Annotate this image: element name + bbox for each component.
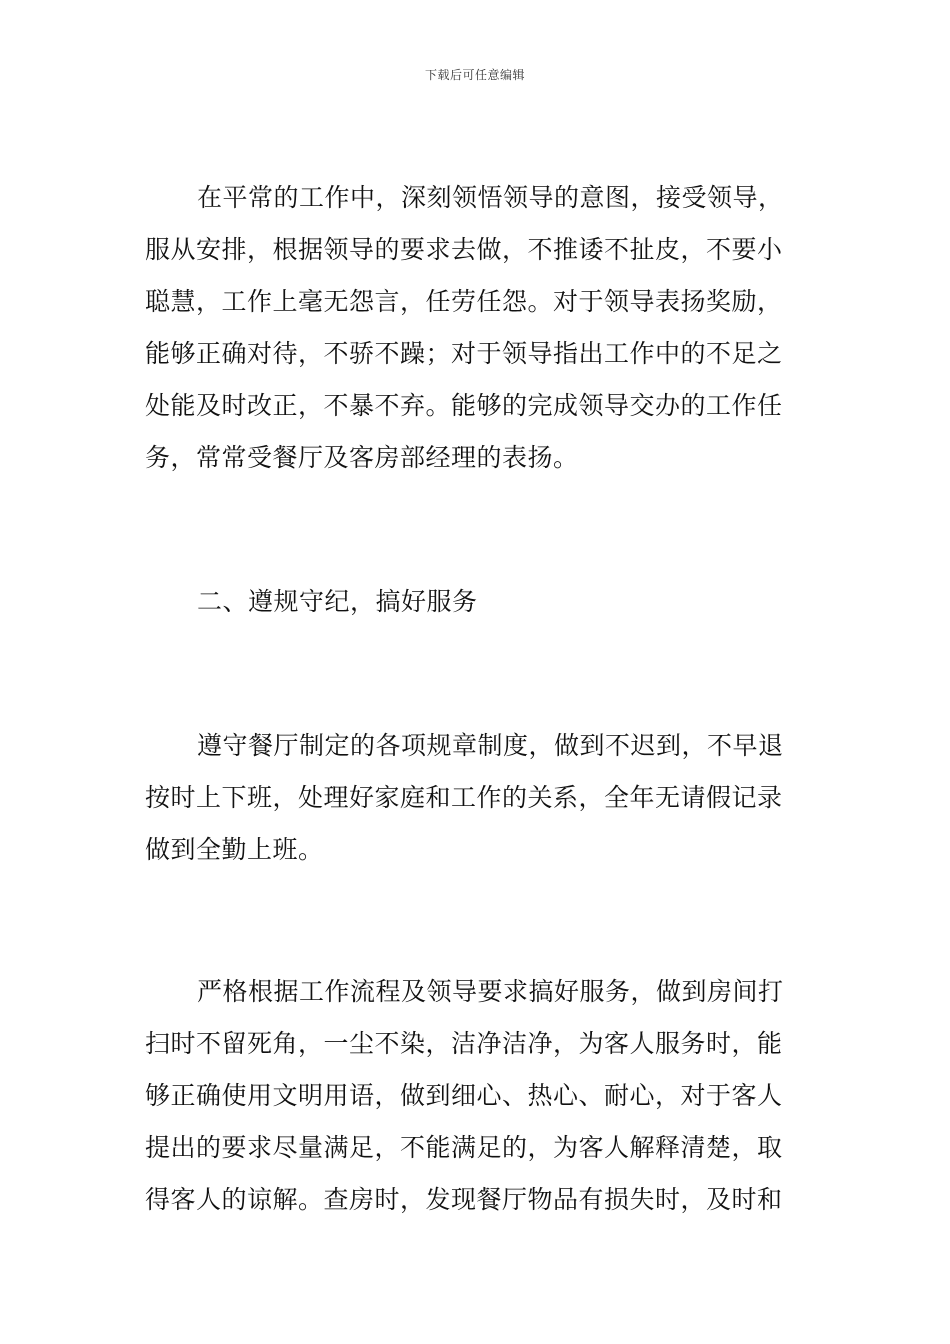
text-line: 服从安排，根据领导的要求去做，不推诿不扯皮，不要小 [145, 235, 783, 264]
paragraph-discipline [145, 720, 810, 876]
text-line: 扫时不留死角，一尘不染，洁净洁净，为客人服务时，能 [145, 1029, 783, 1058]
text-line: 做到全勤上班。 [145, 835, 324, 864]
text-line: 严格根据工作流程及领导要求搞好服务，做到房间打 [197, 977, 784, 1006]
text-line: 够正确使用文明用语，做到细心、热心、耐心，对于客人 [145, 1081, 783, 1110]
text-line: 得客人的谅解。查房时，发现餐厅物品有损失时，及时和 [145, 1185, 783, 1214]
text-line: 在平常的工作中，深刻领悟领导的意图，接受领导， [197, 183, 784, 212]
text-line: 务，常常受餐厅及客房部经理的表扬。 [145, 443, 579, 472]
text-line: 聪慧，工作上毫无怨言，任劳任怨。对于领导表扬奖励， [145, 287, 783, 316]
text-line: 能够正确对待，不骄不躁；对于领导指出工作中的不足之 [145, 339, 783, 368]
page-header: 下载后可任意编辑 [424, 68, 525, 82]
text-line: 处能及时改正，不暴不弃。能够的完成领导交办的工作任 [145, 391, 783, 420]
paragraph-duties [145, 172, 810, 484]
text-line: 按时上下班，处理好家庭和工作的关系，全年无请假记录 [145, 783, 783, 812]
text-line: 遵守餐厅制定的各项规章制度，做到不迟到，不早退 [197, 731, 784, 760]
paragraph-service [145, 966, 810, 1226]
section-heading: 二、遵规守纪，搞好服务 [197, 587, 478, 616]
text-line: 提出的要求尽量满足，不能满足的，为客人解释清楚，取 [145, 1133, 783, 1162]
